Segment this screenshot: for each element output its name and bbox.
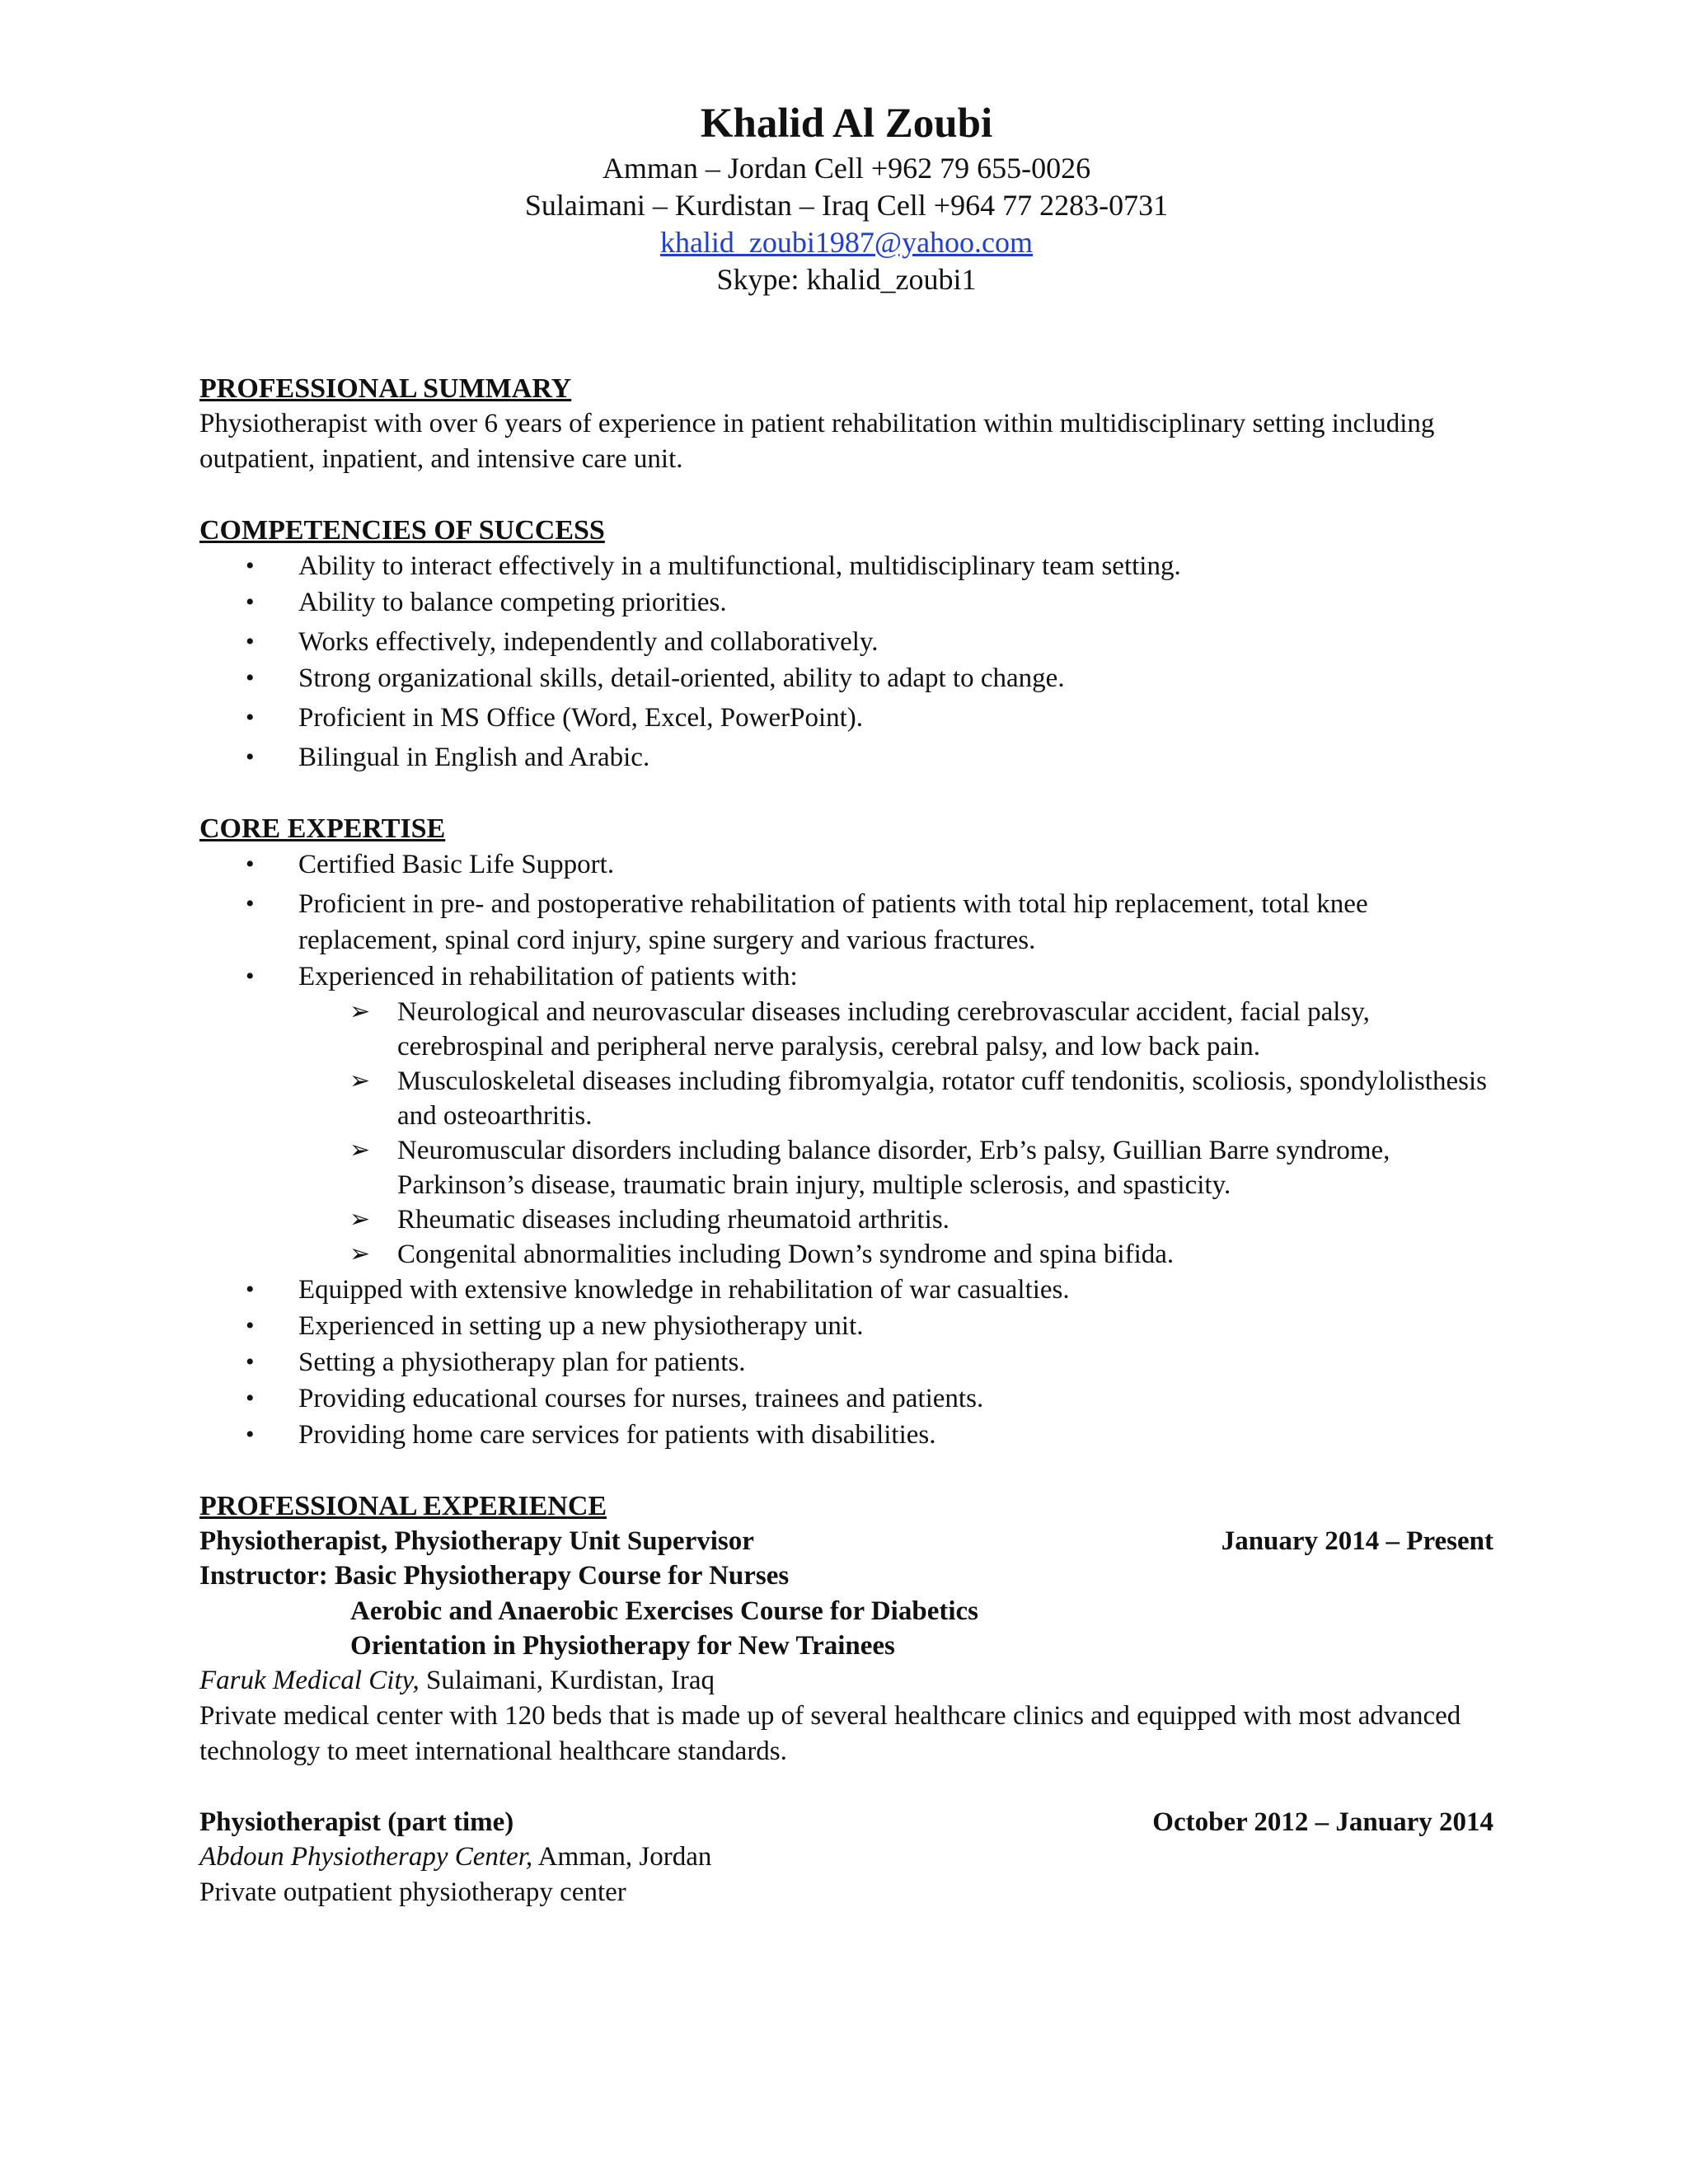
list-item: • Experienced in rehabilitation of patients with: ➢ Neurological and neurovascular diseases including cerebrovascular accident, facial palsy, cerebrospinal and peripheral nerve paralysis, cerebral palsy, and low back pain. ➢ Musculoskeletal diseases including fibromyalgia, rotator cuff tendonitis, scoliosis, spondylolisthesis and osteoarthritis. ➢ Neuromuscular disorders including balance disorder, Erb’s palsy, Guillian Barre syndrome, Parkinson’s disease, traumatic brain injury, multiple sclerosis, and spasticity. ➢ Rheumatic diseases including rheumatoid arthritis. ➢ Congenital abnormalities including Down’s syndrome and spina bifida. <box>199 958 1493 1272</box>
competencies-section <box>199 513 1493 776</box>
candidate-name: Khalid Al Zoubi <box>700 101 993 147</box>
bullet-icon: • <box>246 628 255 655</box>
list-item: • Proficient in pre- and postoperative rehabilitation of patients with total hip replacement, total knee replacement, spinal cord injury, spine surgery and various fractures. <box>199 886 1493 958</box>
job1-dates: January 2014 – Present <box>1221 1526 1493 1556</box>
list-item: • Setting a physiotherapy plan for patients. <box>199 1344 1493 1380</box>
bullet-icon: • <box>246 1348 255 1376</box>
job1-description: Private medical center with 120 beds that is made up of several healthcare clinics and equipped with most advanced technology to meet international healthcare standards. <box>199 1701 1461 1766</box>
job2-role: Physiotherapist (part time) <box>199 1807 514 1837</box>
list-item: • Certified Basic Life Support. <box>199 846 1493 883</box>
arrow-bullet-icon: ➢ <box>349 1067 371 1094</box>
list-item: • Equipped with extensive knowledge in rehabilitation of war casualties. <box>199 1272 1493 1308</box>
bullet-icon: • <box>246 851 255 878</box>
list-item: • Ability to balance competing priorities. <box>199 584 1493 621</box>
sub-list-item: ➢ Neuromuscular disorders including balance disorder, Erb’s palsy, Guillian Barre syndrome, Parkinson’s disease, traumatic brain injury, multiple sclerosis, and spasticity. <box>298 1133 1493 1202</box>
job1-instructor: Instructor: Basic Physiotherapy Course for Nurses <box>199 1561 790 1591</box>
list-item: • Proficient in MS Office (Word, Excel, PowerPoint). <box>199 700 1493 736</box>
job2-header <box>199 1805 1493 1840</box>
summary-text: Physiotherapist with over 6 years of experience in patient rehabilitation within multidisciplinary setting including outpatient, inpatient, and intensive care unit. <box>199 409 1435 474</box>
skype-handle: Skype: khalid_zoubi1 <box>716 263 977 296</box>
list-item: • Providing educational courses for nurses, trainees and patients. <box>199 1380 1493 1417</box>
bullet-icon: • <box>246 588 255 616</box>
bullet-icon: • <box>246 743 255 771</box>
job1-employer: Faruk Medical City, <box>199 1666 420 1695</box>
list-item: • Providing home care services for patients with disabilities. <box>199 1417 1493 1453</box>
experience-section <box>199 1488 1493 1910</box>
bullet-icon: • <box>246 1312 255 1339</box>
bullet-icon: • <box>246 552 255 579</box>
contact-jordan: Amman – Jordan Cell +962 79 655-0026 <box>602 152 1091 185</box>
job2-dates: October 2012 – January 2014 <box>1152 1807 1493 1837</box>
job2-employer-line <box>199 1840 1493 1875</box>
list-item: • Strong organizational skills, detail-oriented, ability to adapt to change. <box>199 660 1493 696</box>
job1-course-2: Aerobic and Anaerobic Exercises Course for Diabetics <box>350 1596 978 1626</box>
expertise-title: CORE EXPERTISE <box>199 813 446 844</box>
contact-iraq: Sulaimani – Kurdistan – Iraq Cell +964 77 2283-0731 <box>524 189 1169 222</box>
competencies-title: COMPETENCIES OF SUCCESS <box>199 515 605 546</box>
bullet-icon: • <box>246 963 255 990</box>
summary-title: PROFESSIONAL SUMMARY <box>199 373 572 404</box>
list-item: • Works effectively, independently and collaboratively. <box>199 624 1493 660</box>
sub-list-item: ➢ Rheumatic diseases including rheumatoid arthritis. <box>298 1202 1493 1237</box>
sub-list-item: ➢ Congenital abnormalities including Down’s syndrome and spina bifida. <box>298 1237 1493 1272</box>
job2-location: Amman, Jordan <box>532 1842 712 1872</box>
bullet-icon: • <box>246 1421 255 1448</box>
list-item: • Ability to interact effectively in a multifunctional, multidisciplinary team setting. <box>199 548 1493 584</box>
arrow-bullet-icon: ➢ <box>349 1206 371 1233</box>
job1-location: Sulaimani, Kurdistan, Iraq <box>419 1666 715 1695</box>
experience-title: PROFESSIONAL EXPERIENCE <box>199 1491 607 1521</box>
expertise-section <box>199 811 1493 1453</box>
bullet-icon: • <box>246 1276 255 1303</box>
bullet-icon: • <box>246 704 255 731</box>
resume-content <box>199 97 1493 1910</box>
sub-list-item: ➢ Neurological and neurovascular diseases including cerebrovascular accident, facial palsy, cerebrospinal and peripheral nerve paralysis, cerebral palsy, and low back pain. <box>298 995 1493 1064</box>
arrow-bullet-icon: ➢ <box>349 1240 371 1268</box>
bullet-icon: • <box>246 664 255 691</box>
list-item: • Experienced in setting up a new physiotherapy unit. <box>199 1308 1493 1344</box>
summary-section <box>199 371 1493 477</box>
job1-header <box>199 1524 1493 1558</box>
arrow-bullet-icon: ➢ <box>349 1137 371 1164</box>
job1-course-3: Orientation in Physiotherapy for New Trainees <box>350 1631 895 1661</box>
bullet-icon: • <box>246 1385 255 1412</box>
resume-header <box>199 97 1493 298</box>
job2-description: Private outpatient physiotherapy center <box>199 1877 626 1907</box>
job1-employer-line <box>199 1663 1493 1699</box>
job2-employer: Abdoun Physiotherapy Center, <box>199 1842 533 1872</box>
arrow-bullet-icon: ➢ <box>349 998 371 1025</box>
sub-list-item: ➢ Musculoskeletal diseases including fibromyalgia, rotator cuff tendonitis, scoliosis, spondylolisthesis and osteoarthritis. <box>298 1064 1493 1133</box>
bullet-icon: • <box>246 890 255 917</box>
list-item: • Bilingual in English and Arabic. <box>199 739 1493 776</box>
job1-role: Physiotherapist, Physiotherapy Unit Supervisor <box>199 1526 754 1556</box>
email-link[interactable]: khalid_zoubi1987@yahoo.com <box>659 226 1034 259</box>
